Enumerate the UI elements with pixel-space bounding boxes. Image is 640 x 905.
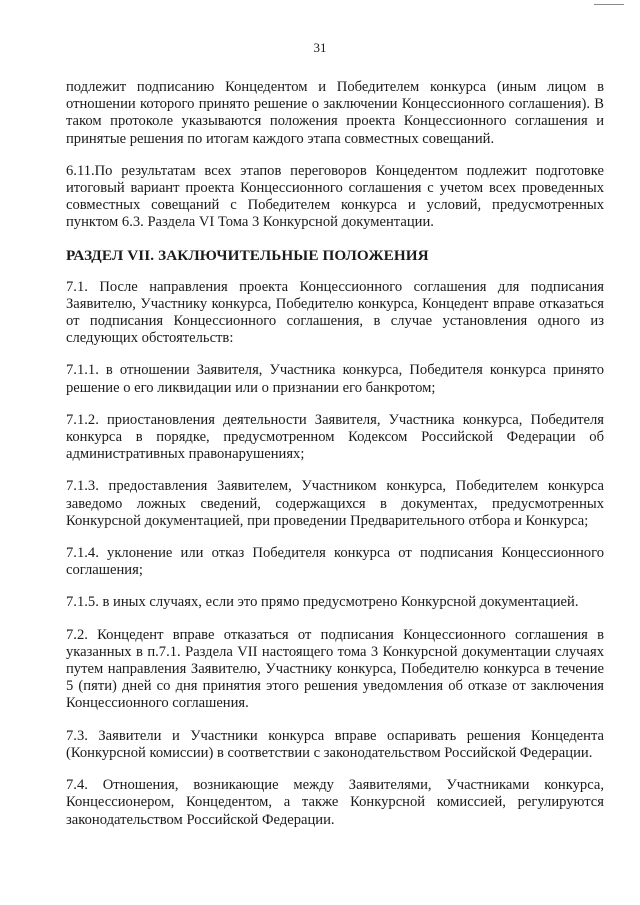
page-content — [66, 79, 604, 844]
paragraph-7-1-3: 7.1.3. предоставления Заявителем, Участником конкурса, Победителем конкурса заведомо ложных сведений, содержащихся в документах, предусмотренных Конкурсной документацией, при проведении Предварительного отбора и Конкурса; — [66, 478, 604, 529]
paragraph-7-1-2: 7.1.2. приостановления деятельности Заявителя, Участника конкурса, Победителя конкурса в порядке, предусмотренном Кодексом Российской Федерации об административных правонарушениях; — [66, 411, 604, 463]
corner-mark — [594, 4, 624, 5]
paragraph-7-1-1: 7.1.1. в отношении Заявителя, Участника конкурса, Победителя конкурса принято решение о его ликвидации или о признании его банкротом; — [66, 362, 604, 396]
paragraph-7-3: 7.3. Заявители и Участники конкурса вправе оспаривать решения Концедента (Конкурсной комиссии) в соответствии с законодательством Российской Федерации. — [66, 727, 604, 761]
paragraph-6-11: 6.11.По результатам всех этапов переговоров Концедентом подлежит подготовке итоговый вариант проекта Концессионного соглашения с учетом всех проведенных совместных совещаний с Победителем конкурса и условий, предусмотренных пунктом 6.3. Раздела VI Тома 3 Конкурсной документации. — [66, 162, 604, 231]
paragraph-7-4: 7.4. Отношения, возникающие между Заявителями, Участниками конкурса, Концессионером, Концедентом, а также Конкурсной комиссией, регулируются законодательством Российской Федерации. — [66, 777, 604, 828]
paragraph-7-2: 7.2. Концедент вправе отказаться от подписания Концессионного соглашения в указанных в п.7.1. Раздела VII настоящего тома 3 Конкурсной документации случаях путем направления Заявителю, Участнику конкурса, Победителю конкурса в течение 5 (пяти) дней со дня принятия этого решения уведомления об отказе от заключения Концессионного соглашения. — [66, 626, 604, 712]
paragraph-continuation: подлежит подписанию Концедентом и Победителем конкурса (иным лицом в отношении которого принято решение о заключении Концессионного соглашения). В таком протоколе указываются положения проекта Концессионного соглашения и принятые решения по итогам каждого этапа совместных совещаний. — [66, 79, 604, 147]
paragraph-7-1-5: 7.1.5. в иных случаях, если это прямо предусмотрено Конкурсной документацией. — [66, 594, 579, 611]
paragraph-7-1-4: 7.1.4. уклонение или отказ Победителя конкурса от подписания Концессионного соглашения; — [66, 545, 604, 579]
section-title: РАЗДЕЛ VII. ЗАКЛЮЧИТЕЛЬНЫЕ ПОЛОЖЕНИЯ — [66, 246, 429, 264]
paragraph-7-1: 7.1. После направления проекта Концессионного соглашения для подписания Заявителю, Участнику конкурса, Победителю конкурса, Концедент вправе отказаться от подписания Концессионного соглашения, в случае установления одного из следующих обстоятельств: — [66, 278, 604, 347]
page-number: 31 — [313, 40, 327, 55]
